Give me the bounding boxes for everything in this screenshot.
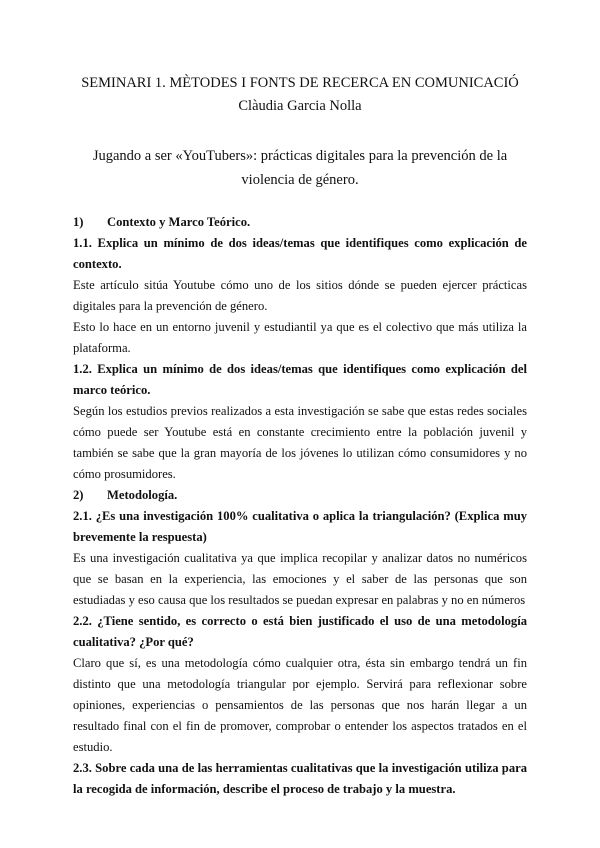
author-name: Clàudia Garcia Nolla bbox=[238, 98, 362, 114]
section-heading bbox=[73, 485, 527, 506]
question-heading: 2.1. ¿Es una investigación 100% cualitativa o aplica la triangulación? (Explica muy brevemente la respuesta) bbox=[73, 509, 527, 544]
document-body bbox=[73, 212, 527, 800]
section-heading bbox=[73, 212, 527, 233]
question-heading: 1.1. Explica un mínimo de dos ideas/temas que identifiques como explicación de contexto. bbox=[73, 236, 527, 271]
answer-paragraph: Este artículo sitúa Youtube cómo uno de los sitios dónde se pueden ejercer prácticas digitales para la prevención de género. bbox=[73, 278, 527, 313]
question-heading: 2.2. ¿Tiene sentido, es correcto o está bien justificado el uso de una metodología cualitativa? ¿Por qué? bbox=[73, 614, 527, 649]
question-heading: 2.3. Sobre cada una de las herramientas cualitativas que la investigación utiliza para la recogida de información, describe el proceso de trabajo y la muestra. bbox=[73, 761, 527, 796]
section-label: Metodología. bbox=[107, 488, 178, 502]
answer-paragraph: Es una investigación cualitativa ya que implica recopilar y analizar datos no numéricos que se basan en la experiencia, las emociones y el saber de las personas que son estudiadas y eso causa que los resultados se puedan expresar en palabras y no en números bbox=[73, 551, 527, 607]
section-label: Contexto y Marco Teórico. bbox=[107, 215, 251, 229]
section-number: 1) bbox=[73, 215, 84, 229]
article-title bbox=[0, 144, 600, 192]
answer-paragraph: Esto lo hace en un entorno juvenil y estudiantil ya que es el colectivo que más utiliza la plataforma. bbox=[73, 320, 527, 355]
course-heading: SEMINARI 1. MÈTODES I FONTS DE RECERCA EN COMUNICACIÓ bbox=[81, 75, 519, 91]
answer-paragraph: Según los estudios previos realizados a esta investigación se sabe que estas redes sociales cómo puede ser Youtube está en constante crecimiento entre la población juvenil y también se sabe que la gran mayoría de los jóvenes lo utilizan cómo consumidores y no cómo prosumidores. bbox=[73, 404, 527, 481]
question-heading: 1.2. Explica un mínimo de dos ideas/temas que identifiques como explicación del marco teórico. bbox=[73, 362, 527, 397]
article-title-line: violencia de género. bbox=[241, 172, 359, 188]
section-number: 2) bbox=[73, 488, 84, 502]
article-title-line: Jugando a ser «YouTubers»: prácticas digitales para la prevención de la bbox=[92, 148, 508, 164]
answer-paragraph: Claro que sí, es una metodología cómo cualquier otra, ésta sin embargo tendrá un fin distinto que una metodología triangular por ejemplo. Servirá para reflexionar sobre opiniones, experiencias o pensamientos de las personas que nos harán llegar a un resultado final con el fin de promover, comprobar o entender los aspectos tratados en el estudio. bbox=[73, 656, 527, 754]
